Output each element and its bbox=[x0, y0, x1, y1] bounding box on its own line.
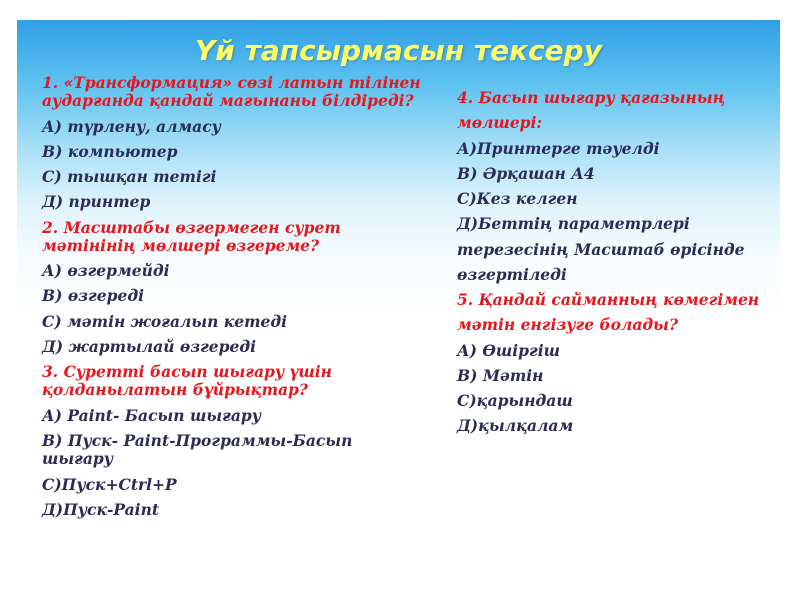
question-4-answer-c: С)Кез келген bbox=[457, 189, 578, 209]
question-3-answer-d: Д)Пуск-Paint bbox=[42, 499, 159, 519]
question-5-answer-b: В) Мәтін bbox=[457, 365, 544, 385]
question-3-answer-a: А) Paint- Басып шығару bbox=[42, 405, 261, 425]
question-3-answer-c: С)Пуск+Ctrl+P bbox=[42, 474, 177, 494]
right-column bbox=[457, 90, 780, 444]
question-2-answer-d: Д) жартылай өзгереді bbox=[42, 336, 257, 356]
question-5-answer-d: Д)қылқалам bbox=[457, 416, 574, 436]
question-5-answer-a: А) Өшіргіш bbox=[457, 340, 560, 360]
question-4-answer-a: А)Принтерге тәуелді bbox=[457, 138, 660, 158]
question-4-answer-d-line-1: Д)Беттің параметрлері bbox=[457, 214, 690, 234]
question-2-line-2: мәтінінің мөлшері өзгереме? bbox=[42, 235, 320, 255]
question-1-answer-b: В) компьютер bbox=[42, 141, 178, 161]
question-1-answer-d: Д) принтер bbox=[42, 192, 151, 212]
slide bbox=[17, 20, 780, 560]
slide-title: Үй тапсырмасын тексеру bbox=[195, 34, 602, 67]
question-4-answer-b: В) Әрқашан А4 bbox=[457, 163, 595, 183]
question-4-answer-d-line-3: өзгертіледі bbox=[457, 264, 567, 284]
question-1-answer-a: А) түрлену, алмасу bbox=[42, 116, 221, 136]
question-1-answer-c: С) тышқан тетігі bbox=[42, 167, 217, 187]
question-3-answer-b-line-2: шығару bbox=[42, 449, 114, 469]
question-2-line-1: 2. Масштабы өзгермеген сурет bbox=[42, 217, 341, 237]
question-1-line-1: 1. «Трансформация» сөзі латын тілінен bbox=[42, 73, 421, 92]
question-2-answer-b: В) өзгереді bbox=[42, 286, 145, 306]
question-3-answer-b-line-1: В) Пуск- Paint-Программы-Басып bbox=[42, 430, 353, 450]
question-2-answer-a: А) өзгермейді bbox=[42, 261, 170, 281]
question-4-line-2: мөлшері: bbox=[457, 113, 543, 133]
question-3-line-1: 3. Суретті басып шығару үшін bbox=[42, 362, 332, 382]
question-5-answer-c: С)қарындаш bbox=[457, 391, 573, 411]
question-1-line-2: аударғанда қандай мағынаны білдіреді? bbox=[42, 91, 414, 111]
question-4-line-1: 4. Басып шығару қағазының bbox=[457, 88, 726, 107]
question-5-line-1: 5. Қандай сайманның көмегімен bbox=[457, 290, 760, 310]
question-2-answer-c: С) мәтін жоғалып кетеді bbox=[42, 311, 288, 331]
question-3-line-2: қолданылатын бұйрықтар? bbox=[42, 380, 308, 400]
question-4-answer-d-line-2: терезесінің Масштаб өрісінде bbox=[457, 239, 745, 259]
question-5-line-2: мәтін енгізуге болады? bbox=[457, 315, 679, 335]
left-column bbox=[42, 75, 447, 527]
